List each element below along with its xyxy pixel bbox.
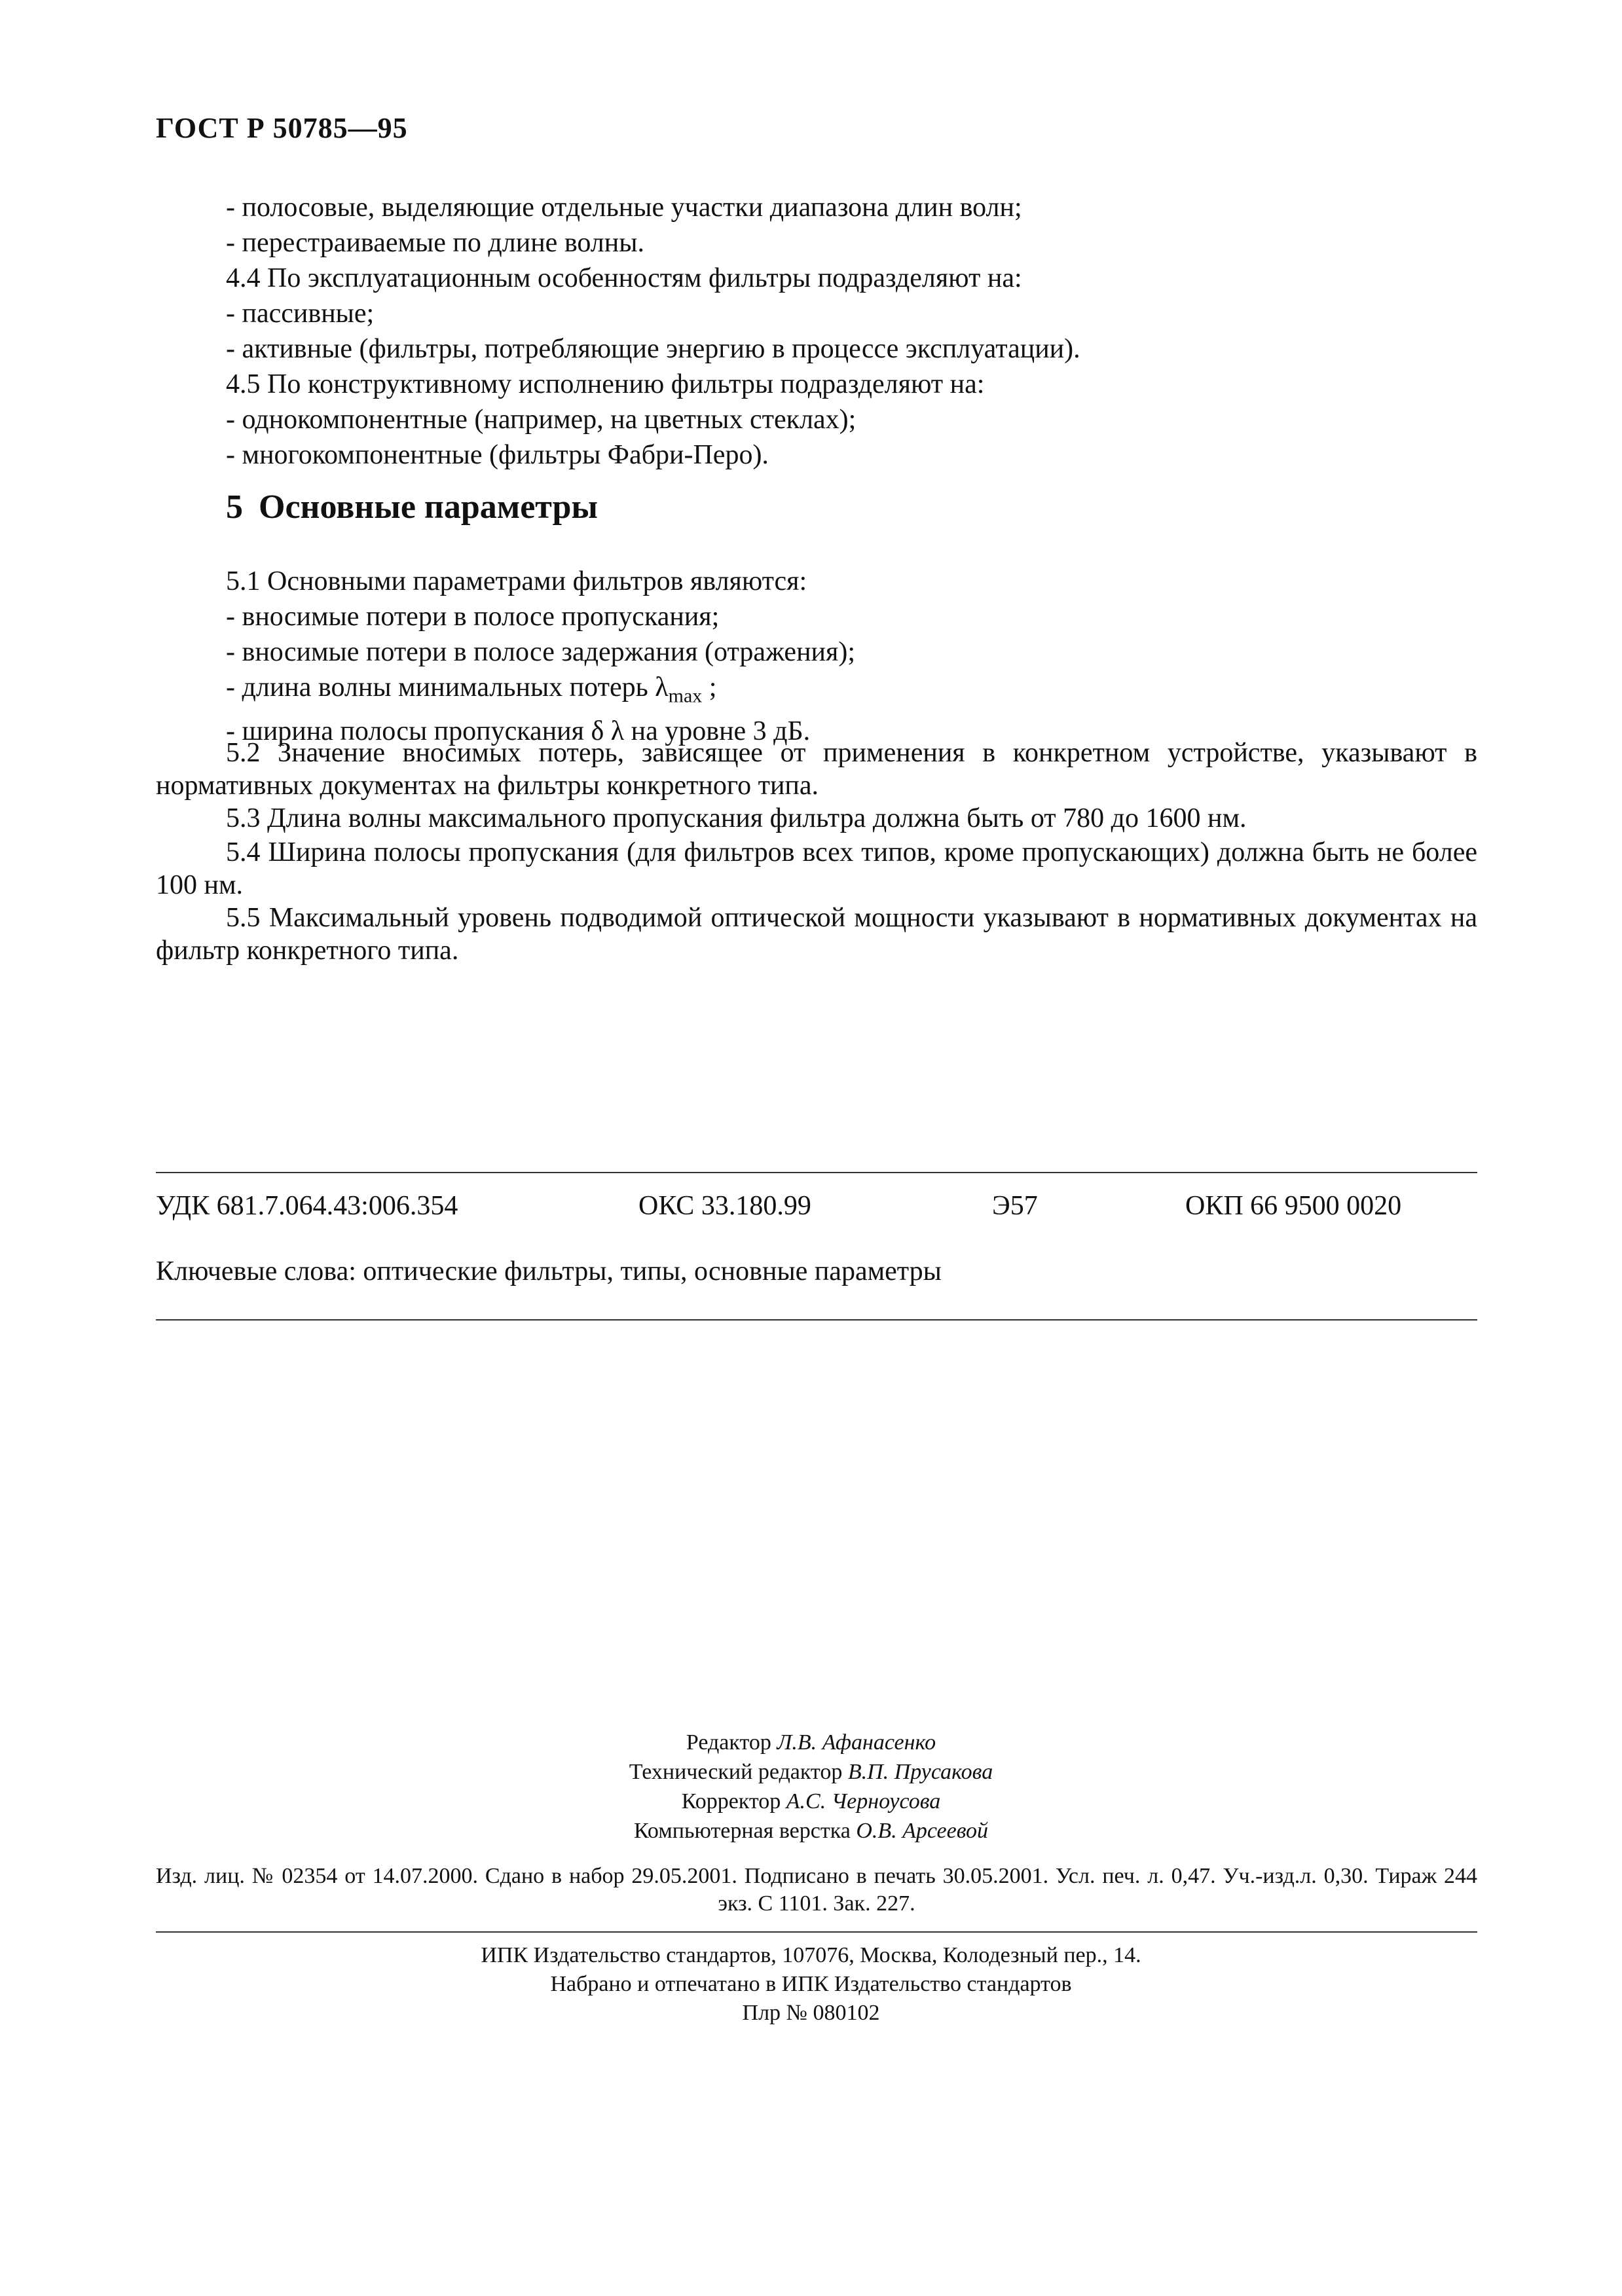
- divider: [156, 1172, 1477, 1173]
- publisher-line: Плр № 080102: [742, 2001, 880, 2025]
- list-item: 4.4 По эксплуатационным особенностям фильтры подразделяют на:: [226, 263, 1022, 293]
- publisher-line: ИПК Издательство стандартов, 107076, Москва, Колодезный пер., 14.: [481, 1943, 1141, 1967]
- credit-name: В.П. Прусакова: [847, 1760, 993, 1784]
- credit-proofreader: [0, 1787, 1622, 1816]
- list-block-filter-types: [226, 190, 1080, 473]
- lambda-subscript: max: [668, 685, 703, 707]
- paragraph-5-3: 5.3 Длина волны максимального пропускания фильтра должна быть от 780 до 1600 нм.: [226, 803, 1247, 833]
- credit-name: Л.В. Афанасенко: [777, 1730, 936, 1755]
- section-title: Основные параметры: [259, 488, 598, 526]
- lambda-text: - длина волны минимальных потерь λ: [226, 672, 669, 702]
- oks-code: ОКС 33.180.99: [638, 1191, 811, 1221]
- list-item: - вносимые потери в полосе задержания (отражения);: [226, 637, 855, 667]
- credit-role: Компьютерная верстка: [633, 1819, 851, 1843]
- list-item: - вносимые потери в полосе пропускания;: [226, 602, 720, 632]
- paragraph-5-5: 5.5 Максимальный уровень подводимой оптической мощности указывают в нормативных документах на фильтр конкретного типа.: [156, 903, 1477, 966]
- credit-layout: [0, 1817, 1622, 1846]
- section-number: 5: [226, 488, 243, 526]
- credit-role: Технический редактор: [629, 1760, 843, 1784]
- publisher-line: Набрано и отпечатано в ИПК Издательство стандартов: [550, 1972, 1072, 1996]
- list-item-lambda: [226, 670, 855, 714]
- imprint-info: Изд. лиц. № 02354 от 14.07.2000. Сдано в набор 29.05.2001. Подписано в печать 30.05.2001. Усл. печ. л. 0,47. Уч.-изд.л. 0,30. Тираж 244 экз. С 1101. Зак. 227.: [156, 1864, 1477, 1916]
- credit-role: Корректор: [681, 1789, 781, 1813]
- list-item: - полосовые, выделяющие отдельные участки диапазона длин волн;: [226, 192, 1022, 223]
- list-item: - ширина полосы пропускания δ λ на уровне 3 дБ.: [226, 716, 811, 747]
- udk-code: УДК 681.7.064.43:006.354: [156, 1191, 458, 1221]
- paragraph-5-2: 5.2 Значение вносимых потерь, зависящее от применения в конкретном устройстве, указывают в нормативных документах на фильтры конкретного типа.: [156, 738, 1477, 801]
- list-block-parameters: [226, 564, 855, 749]
- divider: [156, 1931, 1477, 1933]
- credit-name: О.В. Арсеевой: [856, 1819, 989, 1843]
- lambda-suffix: ;: [702, 672, 717, 702]
- publisher-block: [0, 1941, 1622, 2028]
- list-item: - однокомпонентные (например, на цветных стеклах);: [226, 405, 857, 435]
- list-item: - активные (фильтры, потребляющие энергию в процессе эксплуатации).: [226, 334, 1080, 364]
- section-heading: [226, 488, 598, 526]
- e-code: Э57: [992, 1191, 1038, 1221]
- credit-role: Редактор: [686, 1730, 771, 1755]
- credit-editor: [0, 1728, 1622, 1757]
- list-item: - пассивные;: [226, 299, 375, 329]
- list-item: - перестраиваемые по длине волны.: [226, 228, 644, 258]
- list-item: 5.1 Основными параметрами фильтров являются:: [226, 566, 807, 596]
- keywords: Ключевые слова: оптические фильтры, типы, основные параметры: [156, 1256, 942, 1286]
- standard-code-header: ГОСТ Р 50785—95: [156, 112, 408, 144]
- okp-code: ОКП 66 9500 0020: [1185, 1191, 1402, 1221]
- divider: [156, 1319, 1477, 1321]
- list-item: 4.5 По конструктивному исполнению фильтры подразделяют на:: [226, 369, 985, 399]
- credit-tech-editor: [0, 1758, 1622, 1787]
- paragraph-5-4: 5.4 Ширина полосы пропускания (для фильтров всех типов, кроме пропускающих) должна быть не более 100 нм.: [156, 837, 1477, 900]
- list-item: - многокомпонентные (фильтры Фабри-Перо).: [226, 440, 769, 470]
- credit-name: А.С. Черноусова: [786, 1789, 941, 1813]
